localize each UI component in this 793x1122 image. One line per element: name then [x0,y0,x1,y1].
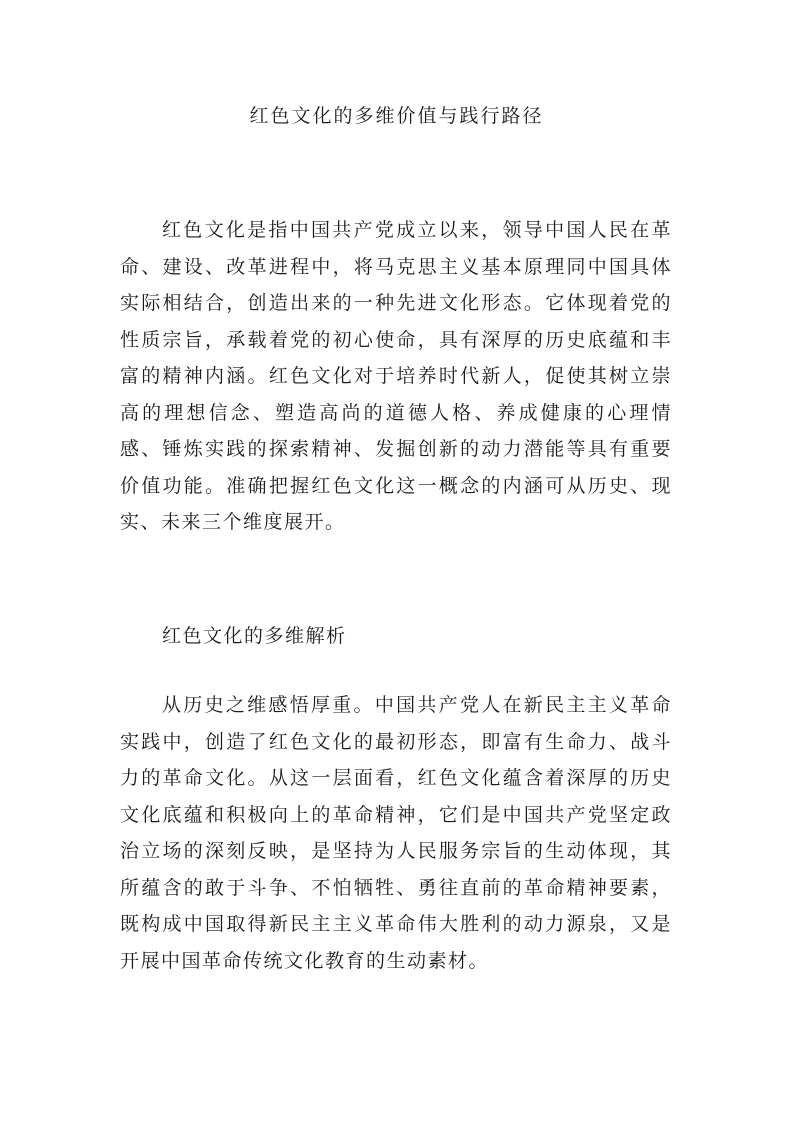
intro-paragraph: 红色文化是指中国共产党成立以来，领导中国人民在革命、建设、改革进程中，将马克思主义基本原理同中国具体实际相结合，创造出来的一种先进文化形态。它体现着党的性质宗旨，承载着党的初心使命，具有深厚的历史底蕴和丰富的精神内涵。红色文化对于培养时代新人，促使其树立崇高的理想信念、塑造高尚的道德人格、养成健康的心理情感、锤炼实践的探索精神、发掘创新的动力潜能等具有重要价值功能。准确把握红色文化这一概念的内涵可从历史、现实、未来三个维度展开。 [120,219,672,533]
history-paragraph: 从历史之维感悟厚重。中国共产党人在新民主主义革命实践中，创造了红色文化的最初形态，即富有生命力、战斗力的革命文化。从这一层面看，红色文化蕴含着深厚的历史文化底蕴和积极向上的革命精神，它们是中国共产党坚定政治立场的深刻反映，是坚持为人民服务宗旨的生动体现，其所蕴含的敢于斗争、不怕牺牲、勇往直前的革命精神要素，既构成中国取得新民主主义革命伟大胜利的动力源泉，又是开展中国革命传统文化教育的生动素材。 [120,694,672,972]
document-title: 红色文化的多维价值与践行路径 [249,105,544,127]
section-heading: 红色文化的多维解析 [162,625,347,647]
